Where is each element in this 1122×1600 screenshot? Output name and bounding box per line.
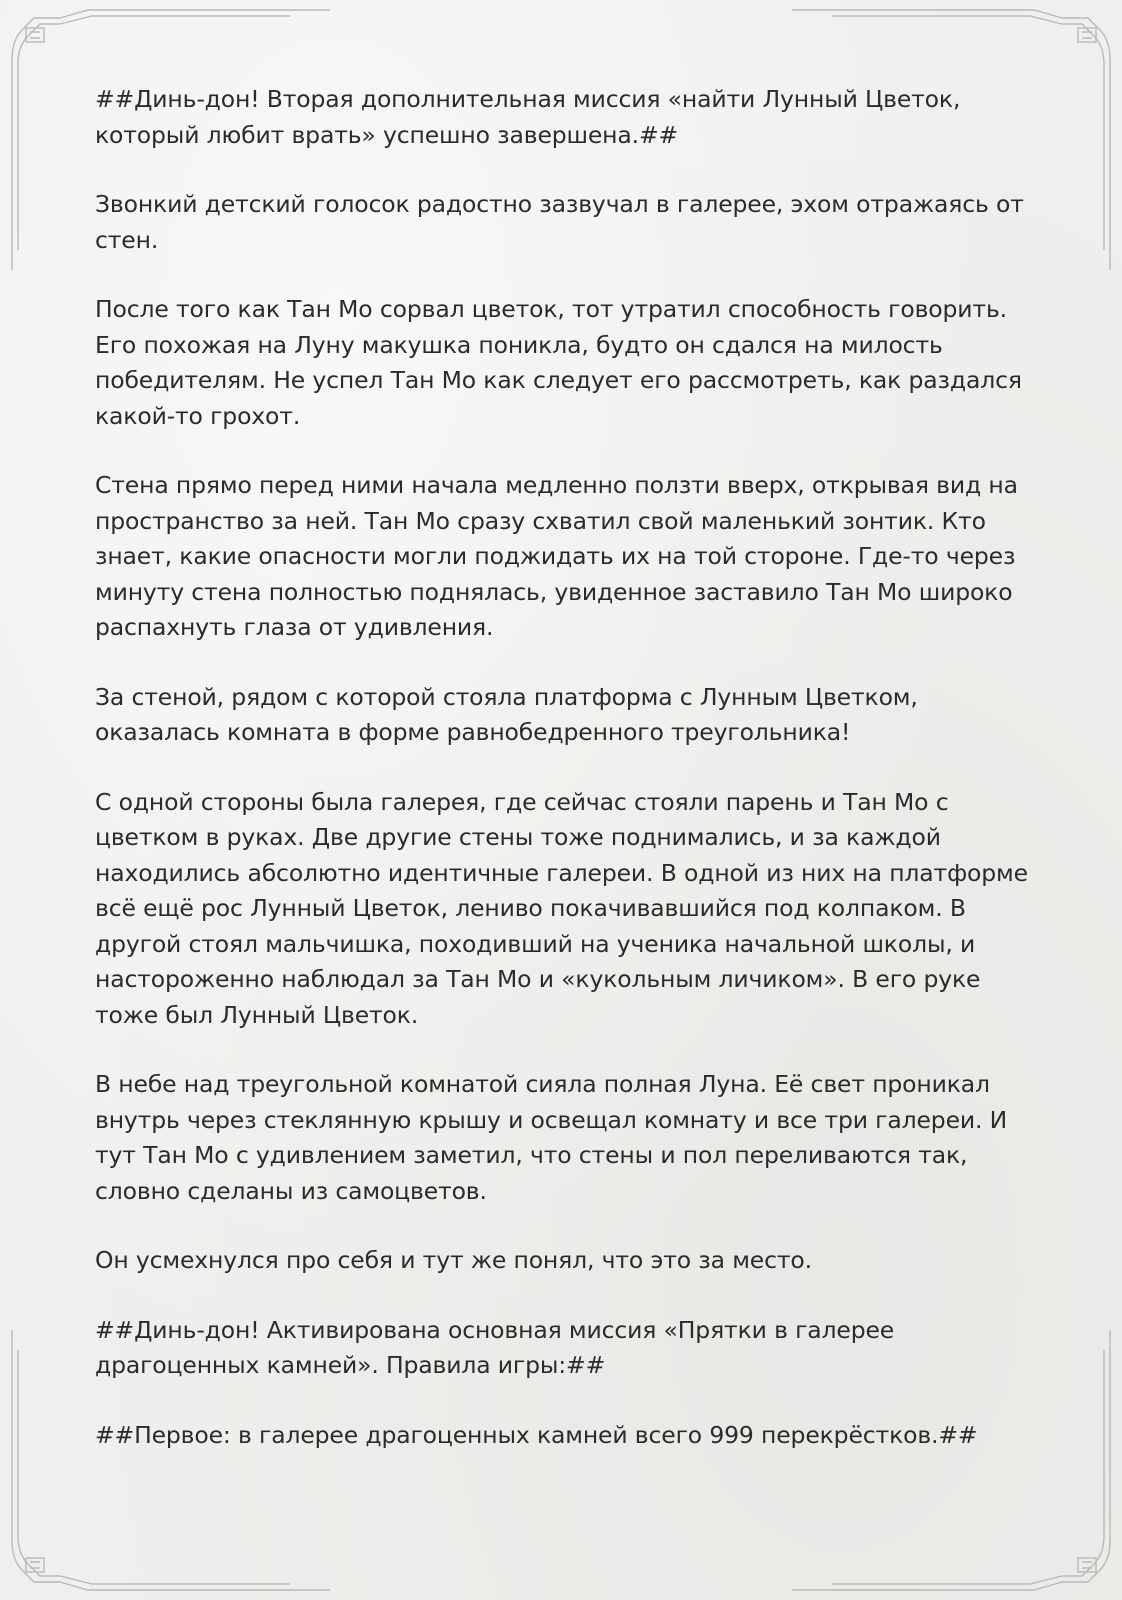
paragraph: За стеной, рядом с которой стояла платформа с Лунным Цветком, оказалась комната в форме равнобедренного треугольника! bbox=[95, 682, 918, 746]
paragraph: ##Динь-дон! Вторая дополнительная миссия «найти Лунный Цветок, который любит врать» успешно завершена.## bbox=[95, 85, 961, 149]
paragraph: Звонкий детский голосок радостно зазвучал в галерее, эхом отражаясь от стен. bbox=[95, 190, 1024, 254]
document-body bbox=[95, 82, 1035, 1487]
paragraph: Он усмехнулся про себя и тут же понял, что это за место. bbox=[95, 1246, 812, 1274]
paragraph: ##Динь-дон! Активирована основная миссия «Прятки в галерее драгоценных камней». Правила игры:## bbox=[95, 1315, 895, 1379]
paragraph: С одной стороны была галерея, где сейчас стояли парень и Тан Мо с цветком в руках. Две другие стены тоже поднимались, и за каждой находились абсолютно идентичные галереи. В одной из них на платформе всё ещё рос Лунный Цветок, лениво покачивавшийся под колпаком. В другой стоял мальчишка, походивший на ученика начальной школы, и настороженно наблюдал за Тан Мо и «кукольным личиком». В его руке тоже был Лунный Цветок. bbox=[95, 787, 1028, 1029]
paragraph: После того как Тан Мо сорвал цветок, тот утратил способность говорить. Его похожая на Луну макушка поникла, будто он сдался на милость победителям. Не успел Тан Мо как следует его рассмотреть, как раздался какой-то грохот. bbox=[95, 295, 1022, 430]
paragraph: Стена прямо перед ними начала медленно ползти вверх, открывая вид на пространство за ней. Тан Мо сразу схватил свой маленький зонтик. Кто знает, какие опасности могли поджидать их на той стороне. Где-то через минуту стена полностью поднялась, увиденное заставило Тан Мо широко распахнуть глаза от удивления. bbox=[95, 471, 1018, 641]
paragraph: ##Первое: в галерее драгоценных камней всего 999 перекрёстков.## bbox=[95, 1420, 978, 1449]
paragraph: В небе над треугольной комнатой сияла полная Луна. Её свет проникал внутрь через стеклянную крышу и освещал комнату и все три галереи. И тут Тан Мо с удивлением заметил, что стены и пол переливаются так, словно сделаны из самоцветов. bbox=[95, 1070, 1008, 1205]
